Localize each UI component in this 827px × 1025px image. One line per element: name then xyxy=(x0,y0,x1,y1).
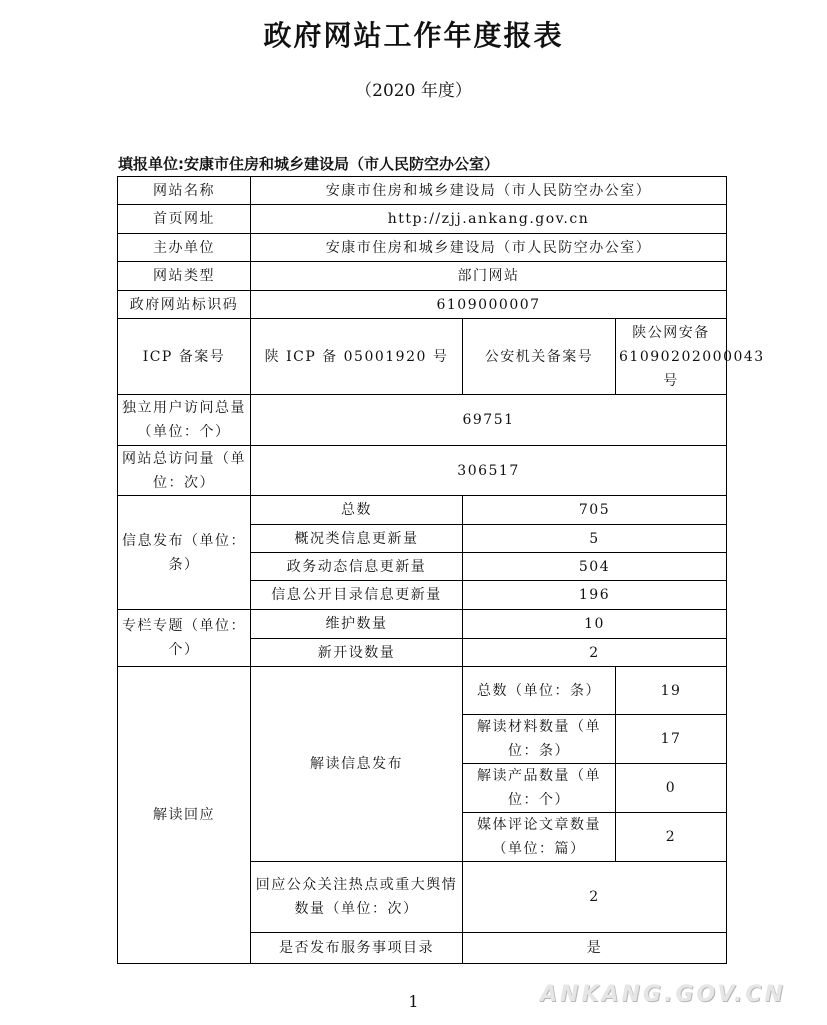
interpretation-label: 解读回应 xyxy=(118,667,251,964)
total-visits-label: 网站总访问量（单位：次） xyxy=(118,446,251,496)
interpretation-item-label: 解读产品数量（单位：个） xyxy=(463,764,616,813)
table-row xyxy=(118,262,727,291)
info-release-item-value: 504 xyxy=(463,553,727,581)
report-table xyxy=(117,176,765,964)
table-row xyxy=(118,319,727,395)
reporting-unit: 填报单位:安康市住房和城乡建设局（市人民防空办公室） xyxy=(118,155,500,173)
info-release-label: 信息发布（单位：条） xyxy=(118,496,251,610)
site-id-label: 政府网站标识码 xyxy=(118,291,251,319)
police-record-value: 陕公网安备 61090202000043 号 xyxy=(616,319,727,395)
interpretation-item-value: 17 xyxy=(616,715,727,764)
columns-item-value: 10 xyxy=(463,610,727,639)
organizer-value: 安康市住房和城乡建设局（市人民防空办公室） xyxy=(251,234,727,262)
service-catalog-value: 是 xyxy=(463,933,727,964)
total-visits-value: 306517 xyxy=(251,446,727,496)
columns-item-label: 新开设数量 xyxy=(251,639,463,667)
homepage-value: http://zjj.ankang.gov.cn xyxy=(251,205,727,234)
homepage-label: 首页网址 xyxy=(118,205,251,234)
organizer-label: 主办单位 xyxy=(118,234,251,262)
hotspot-value: 2 xyxy=(463,862,727,933)
report-year: （2020 年度） xyxy=(355,81,472,101)
hotspot-label: 回应公众关注热点或重大舆情数量（单位：次） xyxy=(251,862,463,933)
table-row xyxy=(118,395,727,446)
columns-item-value: 2 xyxy=(463,639,727,667)
site-type-value: 部门网站 xyxy=(251,262,727,291)
table-row xyxy=(118,667,727,715)
interpretation-item-label: 解读材料数量（单位：条） xyxy=(463,715,616,764)
interpretation-item-label: 总数（单位：条） xyxy=(463,667,616,715)
table-row xyxy=(118,496,727,525)
icp-value: 陕 ICP 备 05001920 号 xyxy=(251,319,463,395)
interpretation-item-value: 19 xyxy=(616,667,727,715)
service-catalog-label: 是否发布服务事项目录 xyxy=(251,933,463,964)
interpretation-item-value: 2 xyxy=(616,813,727,862)
site-type-label: 网站类型 xyxy=(118,262,251,291)
table-row xyxy=(118,446,727,496)
interpretation-item-value: 0 xyxy=(616,764,727,813)
site-name-label: 网站名称 xyxy=(118,177,251,205)
site-watermark: ANKANG.GOV.CN xyxy=(540,982,786,1007)
table-row xyxy=(118,205,727,234)
columns-item-label: 维护数量 xyxy=(251,610,463,639)
info-release-item-value: 705 xyxy=(463,496,727,525)
info-release-item-label: 信息公开目录信息更新量 xyxy=(251,581,463,610)
icp-label: ICP 备案号 xyxy=(118,319,251,395)
info-release-item-label: 概况类信息更新量 xyxy=(251,525,463,553)
table-row xyxy=(118,234,727,262)
unique-visitors-value: 69751 xyxy=(251,395,727,446)
page-number: 1 xyxy=(408,992,419,1011)
info-release-item-value: 196 xyxy=(463,581,727,610)
page-title: 政府网站工作年度报表 xyxy=(263,19,564,52)
info-release-item-value: 5 xyxy=(463,525,727,553)
table-row xyxy=(118,610,727,639)
table-row xyxy=(118,177,727,205)
columns-label: 专栏专题（单位：个） xyxy=(118,610,251,667)
site-name-value: 安康市住房和城乡建设局（市人民防空办公室） xyxy=(251,177,727,205)
table-row xyxy=(118,291,727,319)
police-record-label: 公安机关备案号 xyxy=(463,319,616,395)
site-id-value: 6109000007 xyxy=(251,291,727,319)
unique-visitors-label: 独立用户访问总量（单位：个） xyxy=(118,395,251,446)
interpretation-item-label: 媒体评论文章数量（单位：篇） xyxy=(463,813,616,862)
info-release-item-label: 政务动态信息更新量 xyxy=(251,553,463,581)
info-release-item-label: 总数 xyxy=(251,496,463,525)
interpretation-sub-label: 解读信息发布 xyxy=(251,667,463,862)
